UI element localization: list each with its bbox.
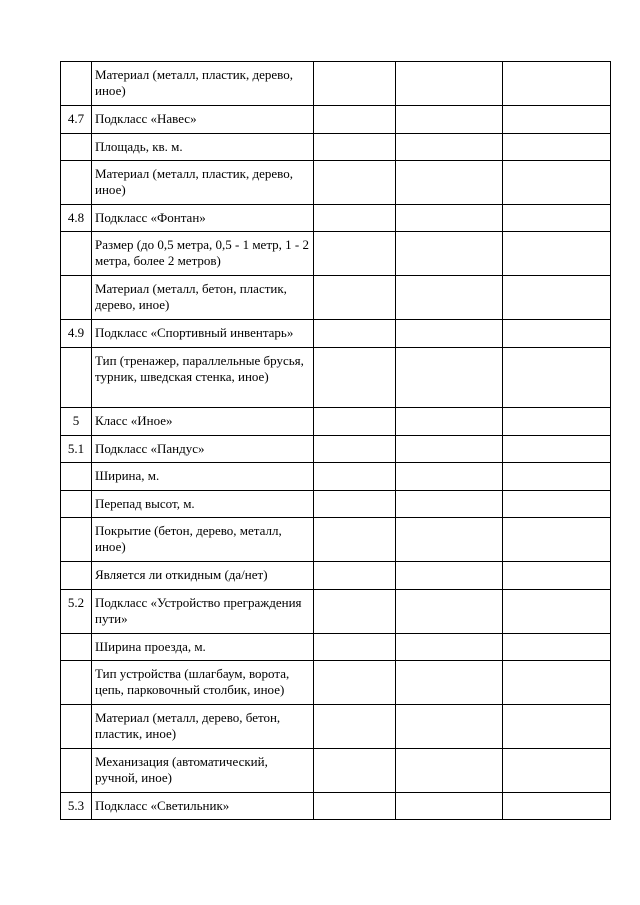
row-number-cell (61, 161, 92, 205)
row-attribute-cell: Размер (до 0,5 метра, 0,5 - 1 метр, 1 - 2 метра, более 2 метров) (92, 232, 314, 276)
row-number-cell (61, 463, 92, 491)
row-attribute-cell: Материал (металл, пластик, дерево, иное) (92, 161, 314, 205)
row-number-cell (61, 749, 92, 793)
table-row (61, 705, 611, 749)
row-number-cell (61, 348, 92, 408)
value-cell-3 (503, 232, 611, 276)
table-row (61, 161, 611, 205)
value-cell-2 (396, 491, 503, 518)
table-row (61, 590, 611, 634)
value-cell-2 (396, 232, 503, 276)
row-number-cell (61, 518, 92, 562)
row-number-cell: 5 (61, 408, 92, 436)
value-cell-1 (314, 661, 396, 705)
row-attribute-cell: Тип (тренажер, параллельные брусья, турник, шведская стенка, иное) (92, 348, 314, 408)
value-cell-1 (314, 62, 396, 106)
value-cell-2 (396, 320, 503, 348)
row-number-cell (61, 232, 92, 276)
value-cell-2 (396, 634, 503, 661)
value-cell-3 (503, 348, 611, 408)
value-cell-2 (396, 518, 503, 562)
row-number-cell: 5.2 (61, 590, 92, 634)
row-attribute-cell: Класс «Иное» (92, 408, 314, 436)
value-cell-3 (503, 562, 611, 590)
value-cell-2 (396, 161, 503, 205)
table-row (61, 463, 611, 491)
row-number-cell (61, 276, 92, 320)
value-cell-3 (503, 276, 611, 320)
row-attribute-cell: Ширина проезда, м. (92, 634, 314, 661)
value-cell-2 (396, 749, 503, 793)
value-cell-1 (314, 491, 396, 518)
row-attribute-cell: Материал (металл, пластик, дерево, иное) (92, 62, 314, 106)
value-cell-3 (503, 661, 611, 705)
row-attribute-cell: Подкласс «Фонтан» (92, 205, 314, 232)
row-attribute-cell: Механизация (автоматический, ручной, иное) (92, 749, 314, 793)
table-row (61, 661, 611, 705)
value-cell-2 (396, 436, 503, 463)
row-attribute-cell: Подкласс «Пандус» (92, 436, 314, 463)
table-row (61, 518, 611, 562)
value-cell-1 (314, 705, 396, 749)
table-row (61, 749, 611, 793)
value-cell-2 (396, 134, 503, 161)
value-cell-3 (503, 793, 611, 820)
table-row (61, 408, 611, 436)
row-number-cell (61, 134, 92, 161)
value-cell-3 (503, 320, 611, 348)
row-attribute-cell: Подкласс «Спортивный инвентарь» (92, 320, 314, 348)
table-row (61, 634, 611, 661)
value-cell-1 (314, 793, 396, 820)
value-cell-3 (503, 518, 611, 562)
table-body (61, 62, 611, 820)
row-attribute-cell: Площадь, кв. м. (92, 134, 314, 161)
value-cell-2 (396, 276, 503, 320)
value-cell-1 (314, 518, 396, 562)
value-cell-2 (396, 205, 503, 232)
value-cell-1 (314, 106, 396, 134)
value-cell-1 (314, 634, 396, 661)
value-cell-2 (396, 562, 503, 590)
table-row (61, 320, 611, 348)
value-cell-1 (314, 276, 396, 320)
row-number-cell (61, 491, 92, 518)
value-cell-2 (396, 661, 503, 705)
value-cell-2 (396, 62, 503, 106)
value-cell-1 (314, 232, 396, 276)
value-cell-1 (314, 590, 396, 634)
row-attribute-cell: Подкласс «Светильник» (92, 793, 314, 820)
value-cell-3 (503, 106, 611, 134)
row-attribute-cell: Материал (металл, дерево, бетон, пластик, иное) (92, 705, 314, 749)
table-row (61, 276, 611, 320)
value-cell-2 (396, 590, 503, 634)
value-cell-2 (396, 705, 503, 749)
table-row (61, 436, 611, 463)
row-attribute-cell: Подкласс «Навес» (92, 106, 314, 134)
value-cell-1 (314, 562, 396, 590)
table-row (61, 491, 611, 518)
value-cell-3 (503, 491, 611, 518)
attributes-table (60, 61, 611, 820)
row-attribute-cell: Перепад высот, м. (92, 491, 314, 518)
value-cell-3 (503, 705, 611, 749)
row-number-cell: 4.9 (61, 320, 92, 348)
value-cell-2 (396, 408, 503, 436)
row-number-cell: 5.1 (61, 436, 92, 463)
value-cell-2 (396, 106, 503, 134)
value-cell-3 (503, 749, 611, 793)
value-cell-2 (396, 348, 503, 408)
value-cell-3 (503, 436, 611, 463)
row-number-cell (61, 562, 92, 590)
value-cell-3 (503, 463, 611, 491)
row-number-cell: 4.8 (61, 205, 92, 232)
row-number-cell (61, 661, 92, 705)
value-cell-1 (314, 205, 396, 232)
value-cell-1 (314, 749, 396, 793)
table-row (61, 205, 611, 232)
value-cell-1 (314, 463, 396, 491)
table-row (61, 232, 611, 276)
row-attribute-cell: Материал (металл, бетон, пластик, дерево, иное) (92, 276, 314, 320)
row-number-cell (61, 634, 92, 661)
value-cell-1 (314, 348, 396, 408)
row-attribute-cell: Является ли откидным (да/нет) (92, 562, 314, 590)
value-cell-1 (314, 161, 396, 205)
table-row (61, 106, 611, 134)
table-row (61, 562, 611, 590)
value-cell-1 (314, 408, 396, 436)
value-cell-2 (396, 793, 503, 820)
value-cell-1 (314, 436, 396, 463)
value-cell-3 (503, 134, 611, 161)
value-cell-1 (314, 134, 396, 161)
value-cell-3 (503, 161, 611, 205)
row-attribute-cell: Тип устройства (шлагбаум, ворота, цепь, парковочный столбик, иное) (92, 661, 314, 705)
value-cell-3 (503, 634, 611, 661)
table-row (61, 62, 611, 106)
table-row (61, 348, 611, 408)
row-number-cell (61, 62, 92, 106)
table-row (61, 134, 611, 161)
row-number-cell: 5.3 (61, 793, 92, 820)
value-cell-3 (503, 408, 611, 436)
value-cell-3 (503, 62, 611, 106)
table-row (61, 793, 611, 820)
value-cell-2 (396, 463, 503, 491)
row-attribute-cell: Подкласс «Устройство преграждения пути» (92, 590, 314, 634)
row-number-cell (61, 705, 92, 749)
row-number-cell: 4.7 (61, 106, 92, 134)
row-attribute-cell: Покрытие (бетон, дерево, металл, иное) (92, 518, 314, 562)
value-cell-3 (503, 205, 611, 232)
value-cell-1 (314, 320, 396, 348)
value-cell-3 (503, 590, 611, 634)
row-attribute-cell: Ширина, м. (92, 463, 314, 491)
